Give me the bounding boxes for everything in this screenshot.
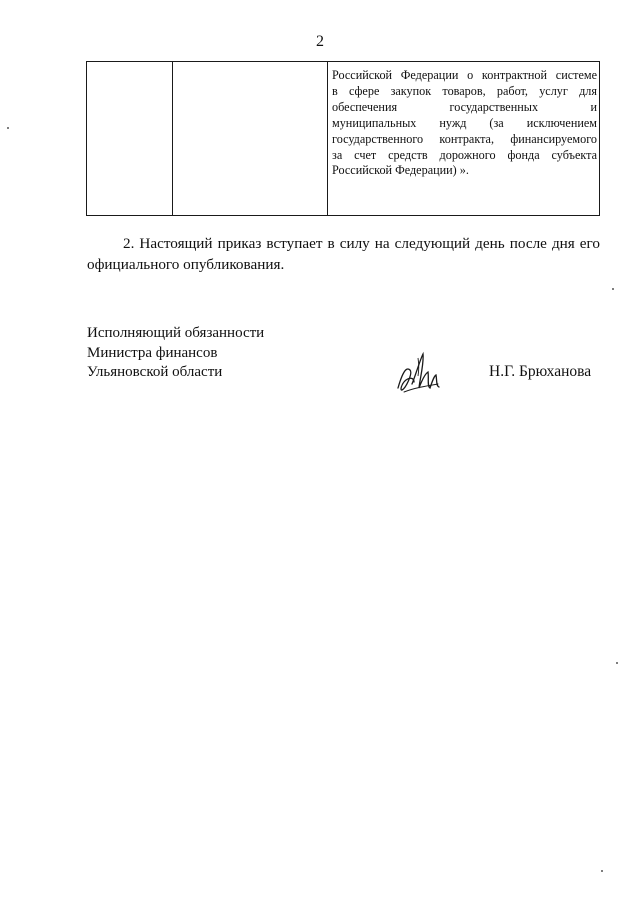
signer-name: Н.Г. Брюханова (489, 363, 592, 380)
order-paragraph (87, 234, 600, 275)
table-column-divider-2 (327, 62, 328, 215)
table-cell-line: Российской Федерации) ». (332, 163, 469, 178)
signer-title (87, 324, 264, 383)
paragraph-line: 2. Настоящий приказ вступает в силу на следующий день после дня его (123, 235, 600, 252)
table-column-divider-1 (172, 62, 173, 215)
table-cell-line: муниципальных нужд (за исключением (332, 115, 597, 130)
paragraph-line: официального опубликования. (87, 255, 285, 273)
signer-title-line: Ульяновской области (87, 364, 223, 380)
handwritten-signature (392, 344, 448, 400)
table-cell-text (332, 68, 597, 179)
table-cell-line: государственного контракта, финансируемого (332, 131, 597, 146)
table-cell-line: в сфере закупок товаров, работ, услуг для (332, 83, 597, 98)
table-cell-line: обеспечения государственных и (332, 99, 597, 114)
scan-speck (616, 662, 618, 664)
scan-speck (601, 870, 603, 872)
document-table (86, 61, 600, 216)
scan-speck (612, 288, 614, 290)
scan-speck (7, 127, 9, 129)
signer-title-line: Министра финансов (87, 344, 218, 361)
table-cell-line: Российской Федерации о контрактной системе (332, 68, 597, 82)
signer-title-line: Исполняющий обязанности (87, 325, 265, 341)
table-cell-line: за счет средств дорожного фонда субъекта (332, 147, 597, 162)
page-number: 2 (316, 33, 324, 50)
